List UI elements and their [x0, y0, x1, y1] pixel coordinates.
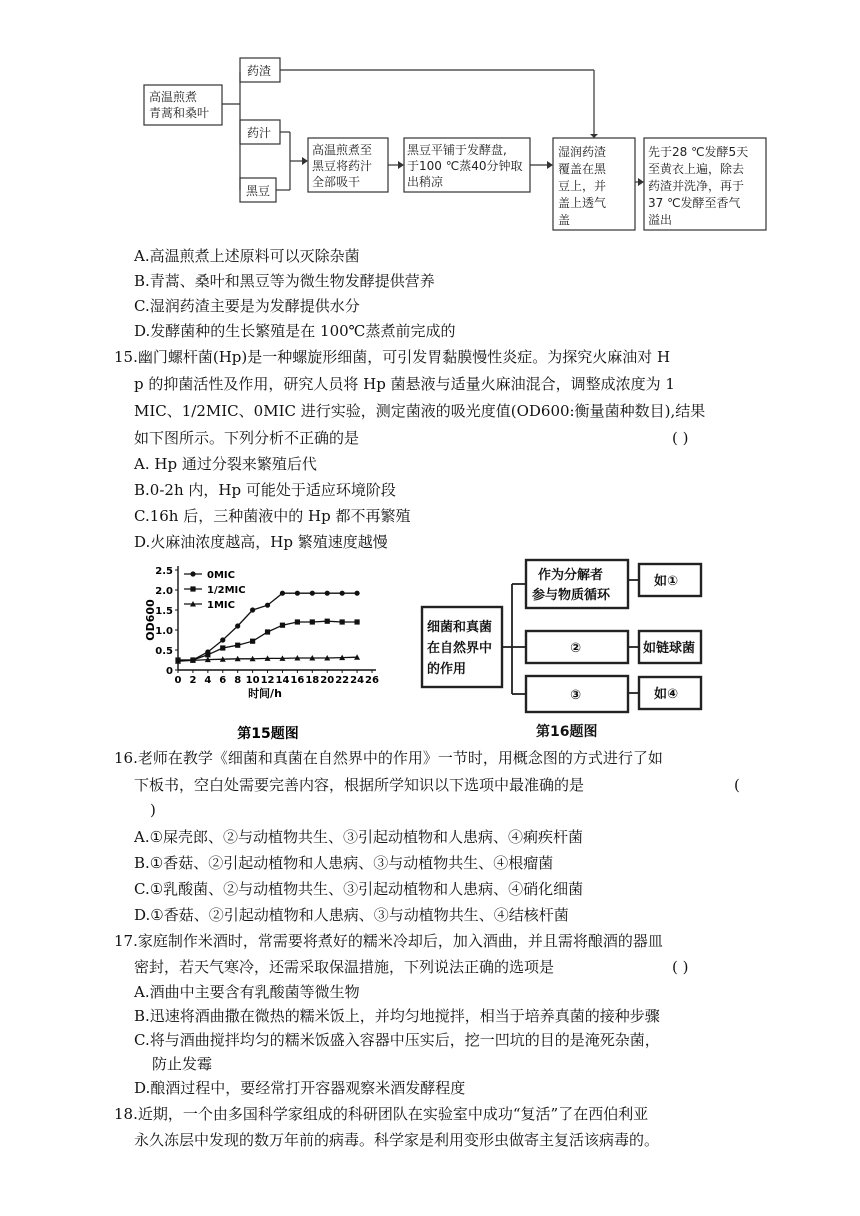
flow-step4-line3: 药渣并洗净，再于 [648, 179, 745, 193]
fermentation-flowchart [0, 0, 860, 240]
data-point-1/2MIC [280, 623, 285, 628]
q16-option-c: C.①乳酸菌、②与动植物共生、③引起动植物和人患病、④硝化细菌 [134, 880, 584, 898]
concept-bottom-example: 如④ [654, 687, 679, 702]
flow-residue: 药渣 [247, 64, 272, 78]
flow-start-line2: 青蒿和桑叶 [149, 106, 210, 120]
y-tick-label: 2.0 [155, 586, 173, 597]
data-point-0MIC [295, 591, 300, 596]
q18-stem-line2: 永久冻层中发现的数万年前的病毒。科学家是利用变形虫做寄主复活该病毒的。 [134, 1131, 660, 1149]
data-point-0MIC [250, 607, 255, 612]
q16-paren-close: ) [150, 801, 156, 819]
q17-option-a: A.酒曲中主要含有乳酸菌等微生物 [134, 983, 360, 1001]
q16-stem-line1: 16.老师在教学《细菌和真菌在自然界中的作用》一节时，用概念图的方式进行了如 [114, 749, 663, 767]
q14-option-d: D.发酵菌种的生长繁殖是在 100℃蒸煮前完成的 [134, 322, 456, 340]
x-tick-label: 10 [245, 675, 260, 686]
od600-line-chart [140, 558, 390, 748]
x-tick-label: 18 [305, 675, 320, 686]
x-tick-label: 22 [335, 675, 350, 686]
x-tick-label: 26 [365, 675, 379, 686]
q17-option-b: B.迅速将酒曲撒在微热的糯米饭上，并均匀地搅拌，相当于培养真菌的接种步骤 [134, 1007, 660, 1025]
data-point-1/2MIC [265, 629, 270, 634]
flow-step3-line4: 盖上透气 [558, 196, 607, 210]
legend-label: 1MIC [207, 600, 235, 611]
y-tick-label: 1.0 [155, 626, 173, 637]
flow-start-line1: 高温煎煮 [149, 90, 198, 104]
data-point-0MIC [340, 591, 345, 596]
concept-root-line3: 的作用 [427, 662, 467, 677]
data-point-0MIC [280, 591, 285, 596]
flow-step1-line3: 全部吸干 [312, 175, 361, 189]
concept-top-example: 如① [654, 574, 679, 589]
data-point-1/2MIC [220, 645, 225, 650]
q16-stem-line2: 下板书，空白处需要完善内容，根据所学知识以下选项中最准确的是 [134, 776, 585, 794]
data-point-0MIC [265, 603, 270, 608]
data-point-1/2MIC [235, 643, 240, 648]
q15-stem-line3: MIC、1/2MIC、0MIC 进行实验，测定菌液的吸光度值(OD600:衡量菌种数目),结果 [134, 402, 706, 420]
q17-stem-line2: 密封，若天气寒冷，还需采取保温措施，下列说法正确的选项是 [134, 958, 555, 976]
flow-step2-line3: 出稍凉 [407, 175, 444, 189]
q16-option-b: B.①香菇、②引起动植物和人患病、③与动植物共生、④根瘤菌 [134, 854, 554, 872]
x-tick-label: 0 [174, 675, 182, 686]
x-tick-label: 24 [350, 675, 365, 686]
legend-label: 1/2MIC [207, 585, 246, 596]
data-point-1/2MIC [354, 619, 359, 624]
y-axis-label: OD600 [144, 599, 157, 641]
legend-label: 0MIC [207, 570, 235, 581]
q17-option-c-cont: 防止发霉 [152, 1055, 213, 1073]
data-point-1/2MIC [295, 619, 300, 624]
q14-option-a: A.高温煎煮上述原料可以灭除杂菌 [134, 247, 360, 265]
q14-option-c: C.湿润药渣主要是为发酵提供水分 [134, 297, 360, 315]
concept-mid-example: 如链球菌 [643, 641, 696, 656]
q16-paren-open: ( [734, 776, 740, 794]
q16-option-d: D.①香菇、②引起动植物和人患病、③与动植物共生、④结核杆菌 [134, 906, 569, 924]
q17-option-d: D.酿酒过程中，要经常打开容器观察米酒发酵程度 [134, 1079, 466, 1097]
data-point-0MIC [235, 623, 240, 628]
x-tick-label: 16 [290, 675, 305, 686]
data-point-1/2MIC [340, 619, 345, 624]
flow-step1-line1: 高温煎煮至 [312, 143, 373, 157]
y-tick-label: 0.5 [155, 646, 173, 657]
q15-stem-line4: 如下图所示。下列分析不正确的是 [134, 429, 360, 447]
flow-juice: 药汁 [247, 126, 272, 140]
q18-stem-line1: 18.近期，一个由多国科学家组成的科研团队在实验室中成功“复活”了在西伯利亚 [114, 1105, 649, 1123]
concept-map [418, 557, 718, 742]
concept-root-line2: 在自然界中 [427, 641, 493, 656]
x-tick-label: 2 [189, 675, 197, 686]
legend-marker [190, 586, 195, 591]
chart-caption: 第15题图 [237, 726, 299, 742]
q15-stem-line1: 15.幽门螺杆菌(Hp)是一种螺旋形细菌，可引发胃黏膜慢性炎症。为探究火麻油对 H [114, 348, 671, 366]
q16-option-a: A.①屎壳郎、②与动植物共生、③引起动植物和人患病、④痢疾杆菌 [134, 828, 584, 846]
flow-step3-line2: 覆盖在黑 [558, 162, 607, 176]
flow-step4-line5: 溢出 [648, 213, 673, 227]
x-tick-label: 8 [234, 675, 242, 686]
flow-step3-line5: 盖 [558, 213, 571, 227]
x-axis-label: 时间/h [248, 687, 282, 700]
data-point-0MIC [354, 591, 359, 596]
flow-step2-line1: 黑豆平铺于发酵盘, [407, 143, 507, 157]
flow-step4-line4: 37 ℃发酵至香气 [648, 196, 741, 210]
data-point-1/2MIC [325, 619, 330, 624]
flow-step4-line2: 至黄衣上遍，除去 [648, 162, 745, 176]
flow-step1-line2: 黑豆将药汁 [312, 159, 373, 173]
q15-answer-paren: ( ) [672, 429, 689, 447]
data-point-0MIC [310, 591, 315, 596]
y-tick-label: 2.5 [155, 566, 173, 577]
data-point-1/2MIC [250, 639, 255, 644]
x-tick-label: 6 [219, 675, 227, 686]
flow-step3-line1: 湿润药渣 [558, 145, 607, 159]
data-point-0MIC [220, 637, 225, 642]
legend-marker [190, 571, 195, 576]
x-tick-label: 20 [320, 675, 335, 686]
q17-answer-paren: ( ) [672, 958, 689, 976]
data-point-1/2MIC [310, 619, 315, 624]
x-tick-label: 12 [260, 675, 275, 686]
flow-step2-line2: 于100 ℃蒸40分钟取 [407, 159, 523, 173]
q15-option-d: D.火麻油浓度越高，Hp 繁殖速度越慢 [134, 533, 388, 551]
q17-option-c: C.将与酒曲搅拌均匀的糯米饭盛入容器中压实后，挖一凹坑的目的是淹死杂菌， [134, 1031, 660, 1049]
q15-option-c: C.16h 后，三种菌液中的 Hp 都不再繁殖 [134, 507, 411, 525]
concept-top-line1: 作为分解者 [538, 568, 604, 583]
concept-mid: ② [570, 641, 582, 656]
x-tick-label: 14 [275, 675, 290, 686]
q15-option-b: B.0-2h 内，Hp 可能处于适应环境阶段 [134, 481, 396, 499]
concept-bottom: ③ [570, 688, 582, 703]
flow-step3-line3: 豆上，并 [558, 179, 607, 193]
flow-bean: 黑豆 [246, 184, 271, 198]
data-point-0MIC [325, 591, 330, 596]
y-tick-label: 1.5 [155, 606, 173, 617]
concept-map-caption: 第16题图 [536, 724, 598, 740]
q17-stem-line1: 17.家庭制作米酒时，常需要将煮好的糯米冷却后，加入酒曲，并且需将酿酒的器皿 [114, 932, 663, 950]
q15-stem-line2: p 的抑菌活性及作用，研究人员将 Hp 菌悬液与适量火麻油混合，调整成浓度为 1 [134, 375, 675, 393]
q14-option-b: B.青蒿、桑叶和黑豆等为微生物发酵提供营养 [134, 272, 435, 290]
concept-root-line1: 细菌和真菌 [427, 620, 493, 635]
x-tick-label: 4 [204, 675, 212, 686]
q15-option-a: A. Hp 通过分裂来繁殖后代 [134, 455, 317, 473]
concept-top-line2: 参与物质循环 [532, 588, 611, 603]
flow-step4-line1: 先于28 ℃发酵5天 [648, 145, 749, 159]
y-tick-label: 0 [166, 666, 173, 677]
